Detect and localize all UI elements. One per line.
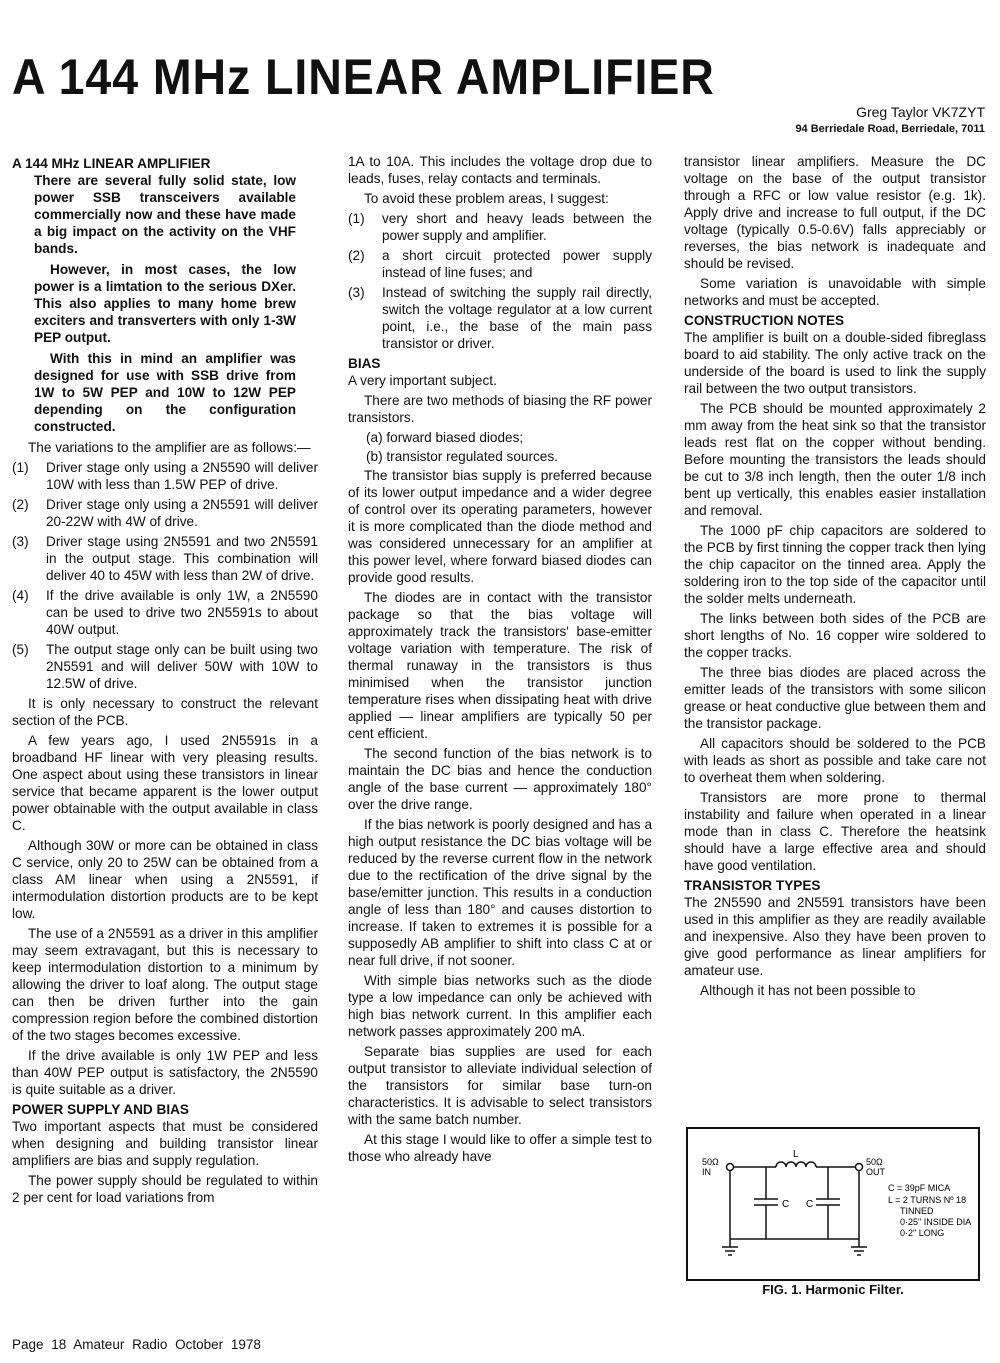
column-1 — [12, 153, 318, 1209]
paragraph: Separate bias supplies are used for each output transistor to alleviate individual selection of the transistors for similar base turn-on characteristics. It is advisable to select transistors with the same batch number. — [348, 1044, 652, 1127]
output-label: OUT — [866, 1167, 885, 1177]
paragraph: The 2N5590 and 2N5591 transistors have been used in this amplifier as they are readily available and inexpensive. Also they have been proven to give good performance as linear amplifiers for amateur use. — [684, 895, 986, 978]
list-number: (1) — [348, 211, 365, 226]
paragraph: All capacitors should be soldered to the PCB with leads as short as possible and take care not to overheat them when soldering. — [684, 736, 986, 785]
section-heading: POWER SUPPLY AND BIAS — [12, 1102, 190, 1117]
paragraph: Although 30W or more can be obtained in class C service, only 20 to 25W can be obtained from a class AM linear when using a 2N5591, if intermodulation distortion products are to be kept low. — [12, 838, 318, 921]
intro-paragraph: There are several fully solid state, low power SSB transceivers available commercially now and these have made a big impact on the activity on the VHF bands. — [34, 173, 296, 256]
paragraph: Some variation is unavoidable with simple networks and must be accepted. — [684, 276, 986, 308]
filter-schematic — [688, 1129, 978, 1279]
section-heading: CONSTRUCTION NOTES — [684, 313, 845, 328]
list-item — [12, 533, 318, 584]
paragraph: At this stage I would like to offer a simple test to those who already have — [348, 1132, 652, 1164]
paragraph: The links between both sides of the PCB are short lengths of No. 16 copper wire soldered to the copper tracks. — [684, 611, 986, 660]
page-footer: Page 18 Amateur Radio October 1978 — [12, 1337, 261, 1352]
ground-icon — [851, 1239, 867, 1255]
output-terminal — [856, 1164, 863, 1171]
harmonic-filter-figure — [686, 1127, 980, 1281]
list-text: Driver stage only using a 2N5591 will deliver 20-22W with 4W of drive. — [46, 497, 318, 529]
intro-paragraph: With this in mind an amplifier was designed for use with SSB drive from 1W to 5W PEP and 10W to 12W PEP depending on the configuration constructed. — [34, 351, 296, 434]
author-name: Greg Taylor VK7ZYT — [856, 104, 985, 120]
article-title: A 144 MHz LINEAR AMPLIFIER — [12, 49, 715, 105]
list-text: The output stage only can be built using two 2N5591 and will deliver 50W with 10W to 12.5W of drive. — [46, 642, 318, 691]
list-item — [348, 247, 652, 281]
list-number: (2) — [12, 497, 29, 512]
list-item — [12, 496, 318, 530]
inductor — [776, 1162, 816, 1167]
paragraph: Although it has not been possible to — [700, 983, 916, 998]
paragraph: Two important aspects that must be considered when designing and building transistor linear amplifiers are bias and supply regulation. — [12, 1119, 318, 1168]
paragraph: The diodes are in contact with the transistor package so that the bias voltage will approximately track the transistors' base-emitter voltage variation with temperature. The risk of thermal runaway in the transistors is thus minimised when the transistor junction temperature rises when dissipating heat with drive applied — linear amplifiers are typically 50 per cent efficient. — [348, 590, 652, 741]
spec-line: 0·25" INSIDE DIA — [900, 1217, 972, 1227]
list-number: (4) — [12, 588, 29, 603]
ground-icon — [722, 1239, 738, 1255]
paragraph: The amplifier is built on a double-sided fibreglass board to aid stability. The only active track on the underside of the board is used to link the supply rail between the two output transistors. — [684, 330, 986, 396]
intro-block — [12, 172, 296, 435]
paragraph: The transistor bias supply is preferred because of its lower output impedance and a wider degree of control over its operating parameters, however it is more complicated than the diode method and was considered unnecessary for an amplifier at this power level, where forward biased diodes can provide good results. — [348, 468, 652, 585]
list-item — [12, 641, 318, 692]
author-address: 94 Berriedale Road, Berriedale, 7011 — [795, 123, 985, 135]
list-number: (1) — [12, 460, 29, 475]
section-heading: BIAS — [348, 356, 381, 371]
list-text: Driver stage only using a 2N5590 will deliver 10W with less than 1.5W PEP of drive. — [46, 460, 318, 492]
intro-paragraph: However, in most cases, the low power is a limtation to the serious DXer. This also applies to many home brew exciters and transverters with only 1-3W PEP output. — [34, 262, 296, 345]
section-heading: TRANSISTOR TYPES — [684, 878, 821, 893]
spec-line: 0·2" LONG — [900, 1228, 945, 1238]
list-text: very short and heavy leads between the power supply and amplifier. — [382, 211, 652, 243]
list-item — [348, 284, 652, 352]
list-text: Instead of switching the supply rail directly, switch the voltage regulator at a low current point, i.e., the base of the main pass transistor or driver. — [382, 285, 652, 351]
list-number: (5) — [12, 642, 29, 657]
paragraph: Transistors are more prone to thermal instability and failure when operated in a linear mode than in class C. Therefore the heatsink should have a large effective area and should have good ventilation. — [684, 790, 986, 873]
capacitor-label: C — [782, 1199, 790, 1210]
list-item — [348, 210, 652, 244]
column-2 — [348, 153, 652, 1168]
list-item — [12, 587, 318, 638]
list-number: (3) — [12, 534, 29, 549]
paragraph: 1A to 10A. This includes the voltage drop due to leads, fuses, relay contacts and terminals. — [348, 154, 652, 186]
paragraph: The 1000 pF chip capacitors are soldered to the PCB by first tinning the copper track then lying the chip capacitor on the tinned area. Apply the soldering iron to the top side of the capacitor until the solder melts underneath. — [684, 523, 986, 606]
input-label: IN — [702, 1167, 711, 1177]
section-heading: A 144 MHz LINEAR AMPLIFIER — [12, 156, 211, 171]
author-block — [795, 104, 985, 138]
paragraph: The three bias diodes are placed across the emitter leads of the transistors with some silicon grease or heat conductive glue between them and the transistor package. — [684, 665, 986, 731]
paragraph: The PCB should be mounted approximately 2 mm away from the heat sink so that the transistor leads rest flat on the copper without bending. Before mounting the transistors the leads should be cut to 3/8 inch length, then the outer 1/8 inch bent up vertically, this enables easier installation and removal. — [684, 401, 986, 518]
inductor-label: L — [793, 1149, 799, 1160]
paragraph: The use of a 2N5591 as a driver in this amplifier may seem extravagant, but this is necessary to keep intermodulation distortion to a minimum by allowing the driver to loaf along. The output stage can then be driven further into the gain compression region before the combined distortion of the two stages becomes excessive. — [12, 926, 318, 1043]
list-number: (2) — [348, 248, 365, 263]
paragraph: It is only necessary to construct the relevant section of the PCB. — [12, 696, 318, 728]
paragraph: A very important subject. — [348, 373, 497, 388]
paragraph: The power supply should be regulated to within 2 per cent for load variations from — [12, 1173, 318, 1205]
list-item — [12, 459, 318, 493]
capacitor-label: C — [806, 1199, 814, 1210]
list-text: a short circuit protected power supply instead of line fuses; and — [382, 248, 652, 280]
sub-item: (b) transistor regulated sources. — [366, 449, 558, 464]
paragraph: The second function of the bias network is to maintain the DC bias and hence the conduction angle of the base current — approximately 180° over the drive range. — [348, 746, 652, 812]
paragraph: With simple bias networks such as the diode type a low impedance can only be achieved with high bias network current. In this amplifier each network passes approximately 200 mA. — [348, 973, 652, 1039]
paragraph: If the drive available is only 1W PEP and less than 40W PEP output is satisfactory, the 2N5590 is quite suitable as a driver. — [12, 1048, 318, 1097]
paragraph: To avoid these problem areas, I suggest: — [364, 191, 609, 206]
paragraph: The variations to the amplifier are as follows:— — [28, 440, 311, 455]
paragraph: A few years ago, I used 2N5591s in a broadband HF linear with very pleasing results. One aspect about using these transistors in linear service that became apparent is the lower output power obtainable with the output available in class C. — [12, 733, 318, 833]
column-3 — [684, 153, 986, 1002]
spec-line: C = 39pF MICA — [888, 1183, 951, 1193]
paragraph: If the bias network is poorly designed and has a high output resistance the DC bias voltage will be reduced by the reverse current flow in the network due to the rectification of the drive signal by the base/emitter junction. This results in a conduction angle of less than 180° and causes distortion to increase. If taken to extremes it is possible for a supposedly AB amplifier to shift into class C at or near full drive, if not sooner. — [348, 817, 652, 968]
sub-item: (a) forward biased diodes; — [366, 430, 524, 445]
list-text: Driver stage using 2N5591 and two 2N5591 in the output stage. This combination will deliver 40 to 45W with less than 2W of drive. — [46, 534, 318, 583]
output-impedance: 50Ω — [866, 1157, 883, 1167]
input-impedance: 50Ω — [702, 1157, 719, 1167]
spec-line: L = 2 TURNS Nº 18 — [888, 1195, 967, 1205]
figure-caption: FIG. 1. Harmonic Filter. — [762, 1282, 904, 1297]
list-number: (3) — [348, 285, 365, 300]
list-text: If the drive available is only 1W, a 2N5590 can be used to drive two 2N5591s to about 40W output. — [46, 588, 318, 637]
spec-line: TINNED — [900, 1206, 934, 1216]
paragraph: There are two methods of biasing the RF power transistors. — [348, 393, 652, 425]
paragraph: transistor linear amplifiers. Measure the DC voltage on the base of the output transistor through a RFC or low value resistor (e.g. 1k). Apply drive and increase to full output, if the DC voltage (typically 0.5-0.6V) falls appreciably or reverses, the bias network is inadequate and should be revised. — [684, 154, 986, 271]
input-terminal — [727, 1164, 734, 1171]
